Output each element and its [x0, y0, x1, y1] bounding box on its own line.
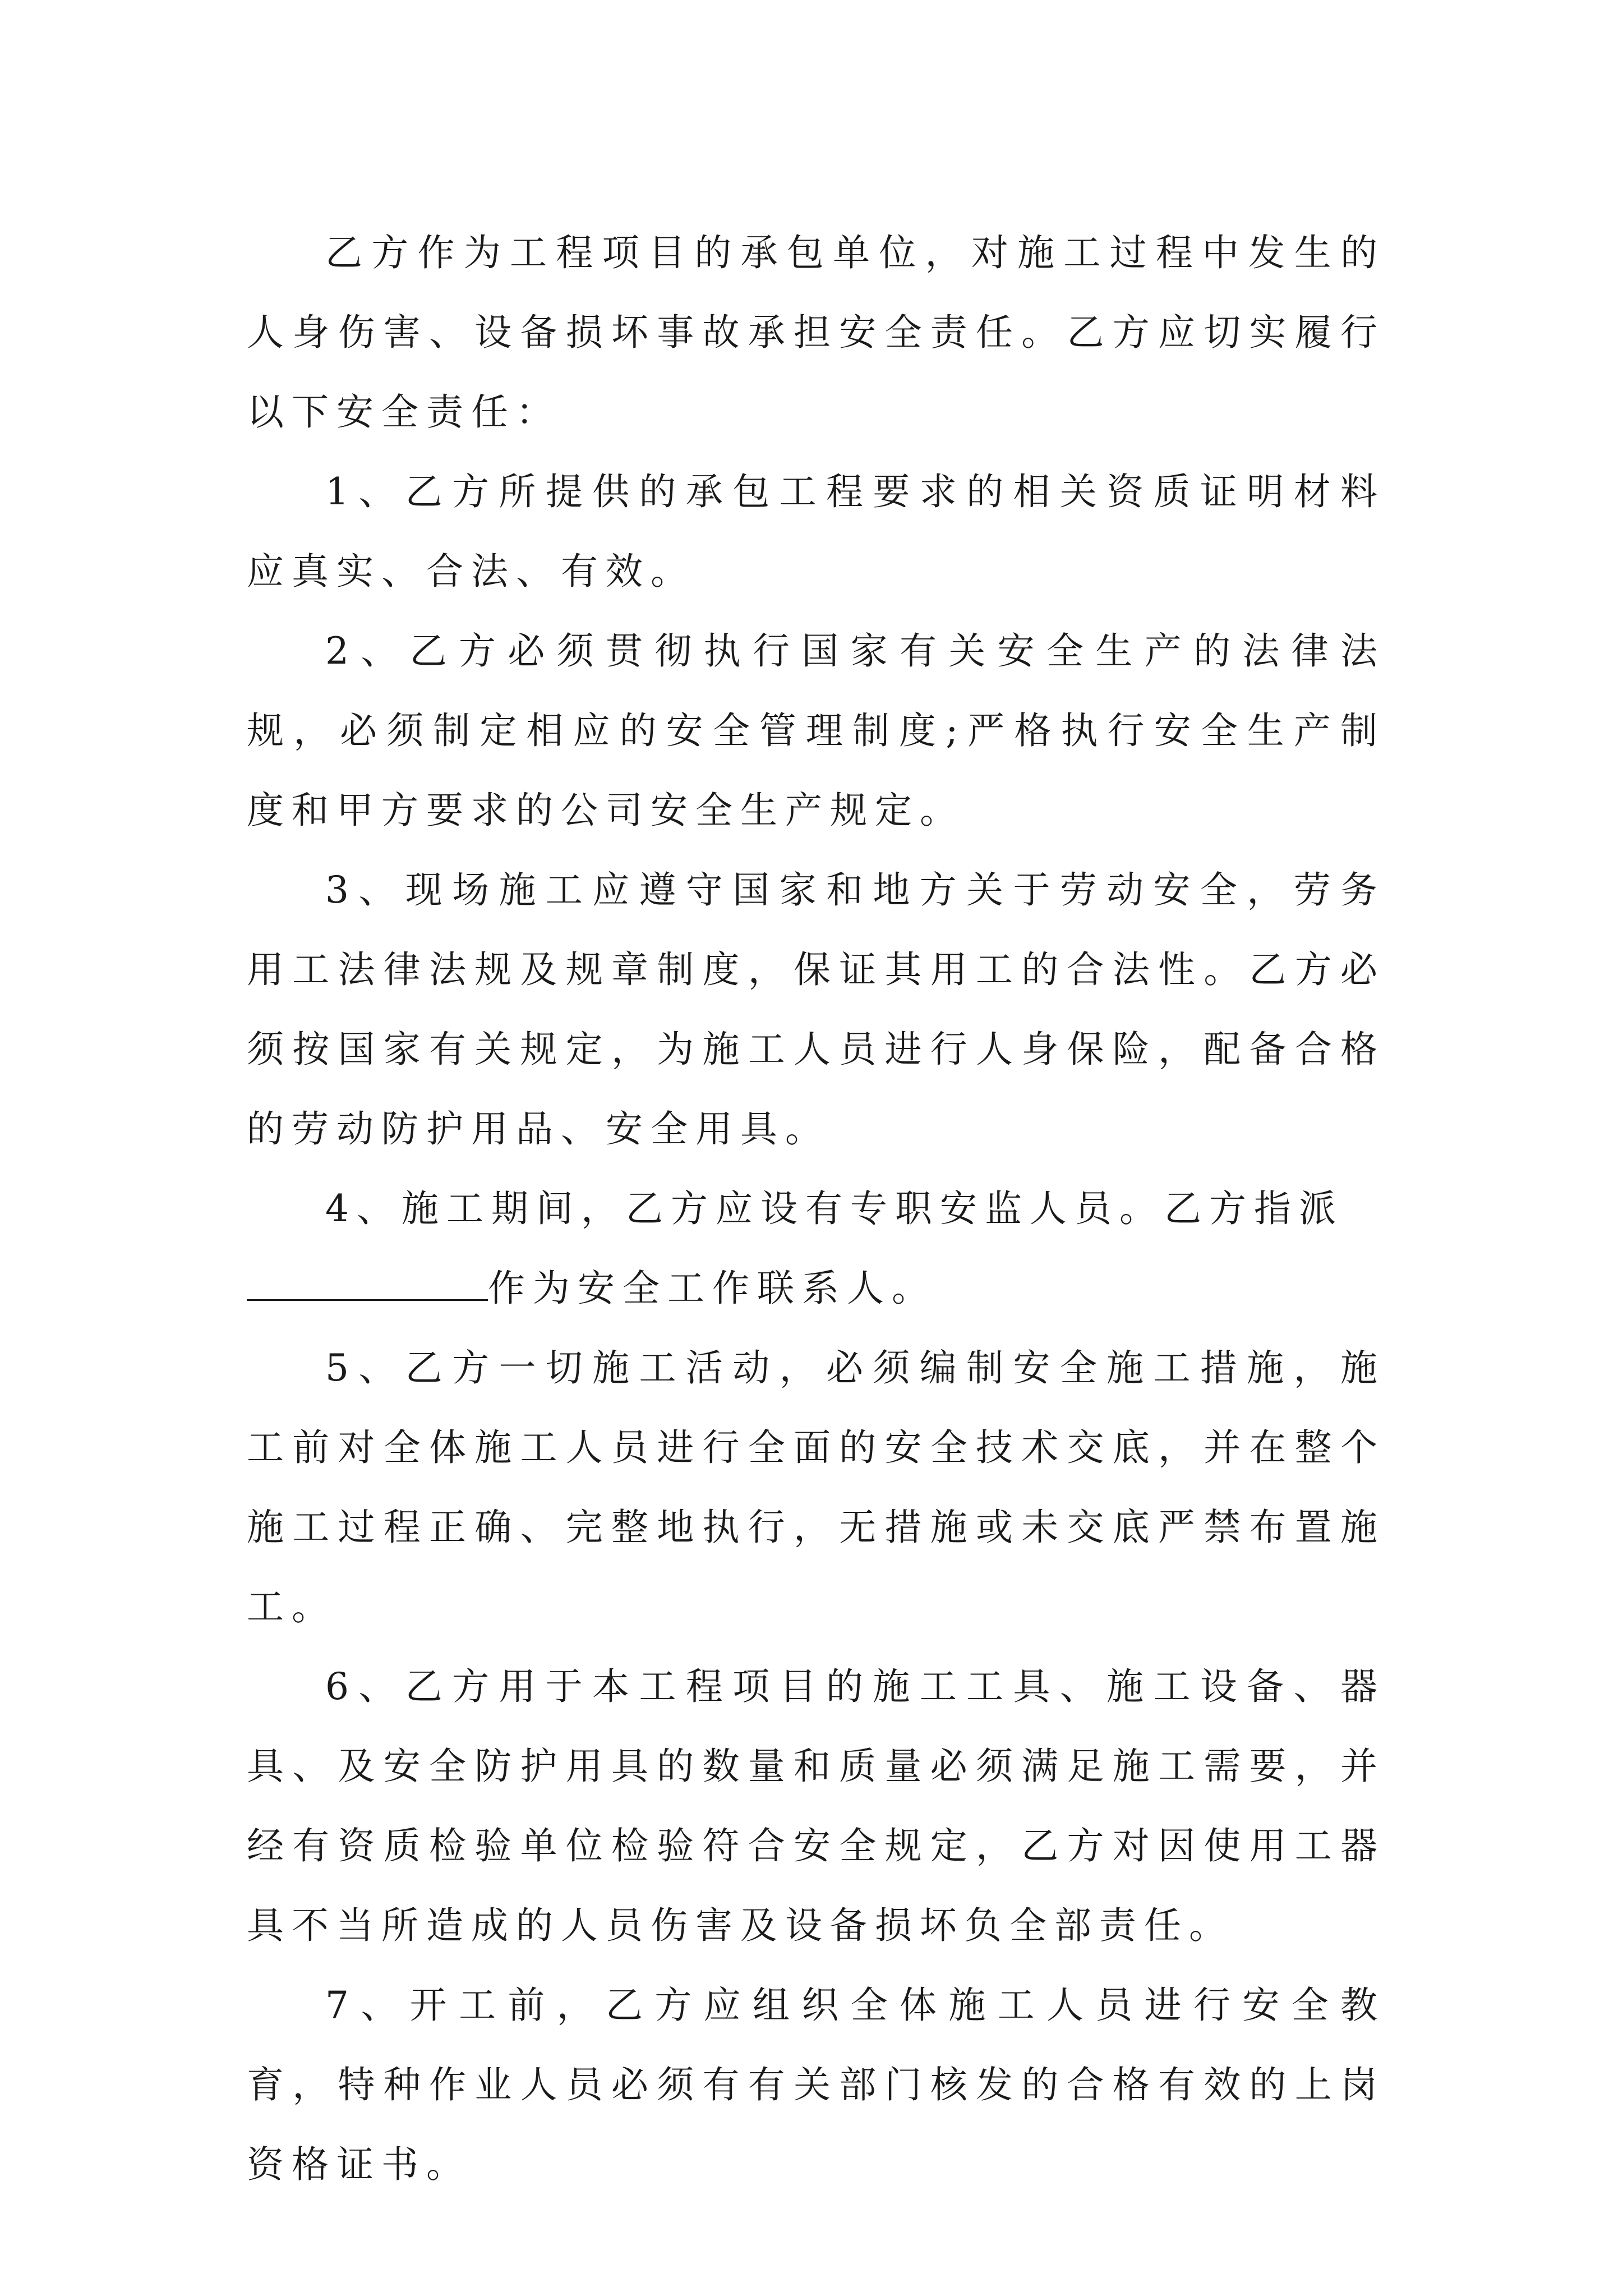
document-body: [247, 213, 1385, 2205]
paragraph-item-4: [247, 1169, 1385, 1328]
paragraph-item-2: 2、乙方必须贯彻执行国家有关安全生产的法律法规，必须制定相应的安全管理制度;严格执行安全生产制度和甲方要求的公司安全生产规定。: [247, 629, 1385, 832]
paragraph-item-1: 1、乙方所提供的承包工程要求的相关资质证明材料应真实、合法、有效。: [247, 470, 1385, 593]
item-4-text-before: 4、施工期间，乙方应设有专职安监人员。乙方指派: [325, 1187, 1344, 1230]
item-4-text-after: 作为安全工作联系人。: [488, 1267, 937, 1310]
paragraph-item-5: 5、乙方一切施工活动，必须编制安全施工措施，施工前对全体施工人员进行全面的安全技术交底，并在整个施工过程正确、完整地执行，无措施或未交底严禁布置施工。: [247, 1346, 1385, 1628]
paragraph-item-3: 3、现场施工应遵守国家和地方关于劳动安全，劳务用工法律法规及规章制度，保证其用工的合法性。乙方必须按国家有关规定，为施工人员进行人身保险，配备合格的劳动防护用品、安全用具。: [247, 868, 1385, 1151]
paragraph-item-6: 6、乙方用于本工程项目的施工工具、施工设备、器具、及安全防护用具的数量和质量必须满足施工需要，并经有资质检验单位检验符合安全规定，乙方对因使用工器具不当所造成的人员伤害及设备损坏负全部责任。: [247, 1665, 1385, 1947]
paragraph-intro: 乙方作为工程项目的承包单位，对施工过程中发生的人身伤害、设备损坏事故承担安全责任。乙方应切实履行以下安全责任：: [247, 231, 1385, 434]
paragraph-item-7: 7、开工前，乙方应组织全体施工人员进行安全教育，特种作业人员必须有有关部门核发的合格有效的上岗资格证书。: [247, 1984, 1385, 2186]
contact-person-blank[interactable]: [247, 1266, 488, 1301]
